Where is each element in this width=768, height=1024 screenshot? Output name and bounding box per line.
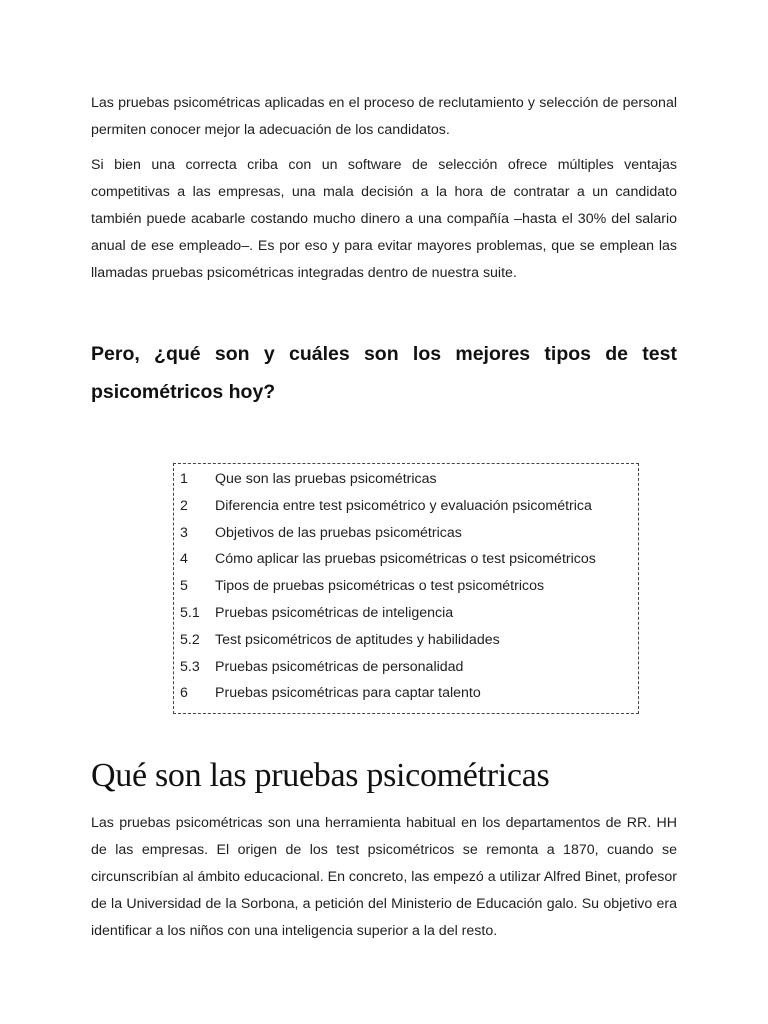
toc-item[interactable] <box>180 573 638 600</box>
toc-item-link[interactable]: Cómo aplicar las pruebas psicométricas o test psicométricos <box>215 551 596 568</box>
toc-item-link[interactable]: Pruebas psicométricas de inteligencia <box>215 604 454 621</box>
section-title: Qué son las pruebas psicométricas <box>91 757 550 795</box>
section-body-paragraph: Las pruebas psicométricas son una herramienta habitual en los departamentos de RR. HH de las empresas. El origen de los test psicométricos se remonta a 1870, cuando se circunscribían al ámbito educacional. En concreto, las empezó a utilizar Alfred Binet, profesor de la Universidad de la Sorbona, a petición del Ministerio de Educación galo. Su objetivo era identificar a los niños con una inteligencia superior a la del resto. <box>91 815 677 940</box>
document-page <box>91 90 677 953</box>
toc-item[interactable] <box>180 520 638 547</box>
toc-item[interactable] <box>180 654 638 681</box>
toc-item-number: 5.1 <box>180 604 200 621</box>
intro-paragraph-1: Las pruebas psicométricas aplicadas en el proceso de reclutamiento y selección de personal permiten conocer mejor la adecuación de los candidatos. <box>91 95 677 138</box>
toc-item-number: 4 <box>180 551 188 568</box>
toc-item-link[interactable]: Tipos de pruebas psicométricas o test psicométricos <box>215 578 545 595</box>
toc-item-link[interactable]: Pruebas psicométricas para captar talento <box>215 685 481 702</box>
toc-item-link[interactable]: Test psicométricos de aptitudes y habilidades <box>215 631 500 648</box>
toc-item-number: 5.3 <box>180 658 200 675</box>
intro-paragraph-2: Si bien una correcta criba con un software de selección ofrece múltiples ventajas competitivas a las empresas, una mala decisión a la hora de contratar a un candidato también puede acabarle costando mucho dinero a una compañía –hasta el 30% del salario anual de ese empleado–. Es por eso y para evitar mayores problemas, que se emplean las llamadas pruebas psicométricas integradas dentro de nuestra suite. <box>91 157 677 281</box>
toc-item-link[interactable]: Que son las pruebas psicométricas <box>215 471 437 487</box>
toc-item[interactable] <box>180 493 638 520</box>
toc-item[interactable] <box>180 600 638 627</box>
toc-item[interactable] <box>180 680 638 707</box>
toc-item-number: 1 <box>180 471 188 487</box>
toc-item-link[interactable]: Diferencia entre test psicométrico y evaluación psicométrica <box>215 497 592 514</box>
toc-item-number: 5.2 <box>180 631 200 648</box>
toc-item-number: 6 <box>180 685 188 702</box>
toc-item[interactable] <box>180 466 638 493</box>
question-heading: Pero, ¿qué son y cuáles son los mejores tipos de test psicométricos hoy? <box>91 343 677 403</box>
toc-item-number: 3 <box>180 524 188 541</box>
toc-item-link[interactable]: Objetivos de las pruebas psicométricas <box>215 524 462 541</box>
table-of-contents <box>173 463 639 714</box>
toc-item-link[interactable]: Pruebas psicométricas de personalidad <box>215 658 464 675</box>
toc-item-number: 2 <box>180 497 188 514</box>
toc-item[interactable] <box>180 627 638 654</box>
toc-item[interactable] <box>180 546 638 573</box>
toc-item-number: 5 <box>180 578 188 595</box>
